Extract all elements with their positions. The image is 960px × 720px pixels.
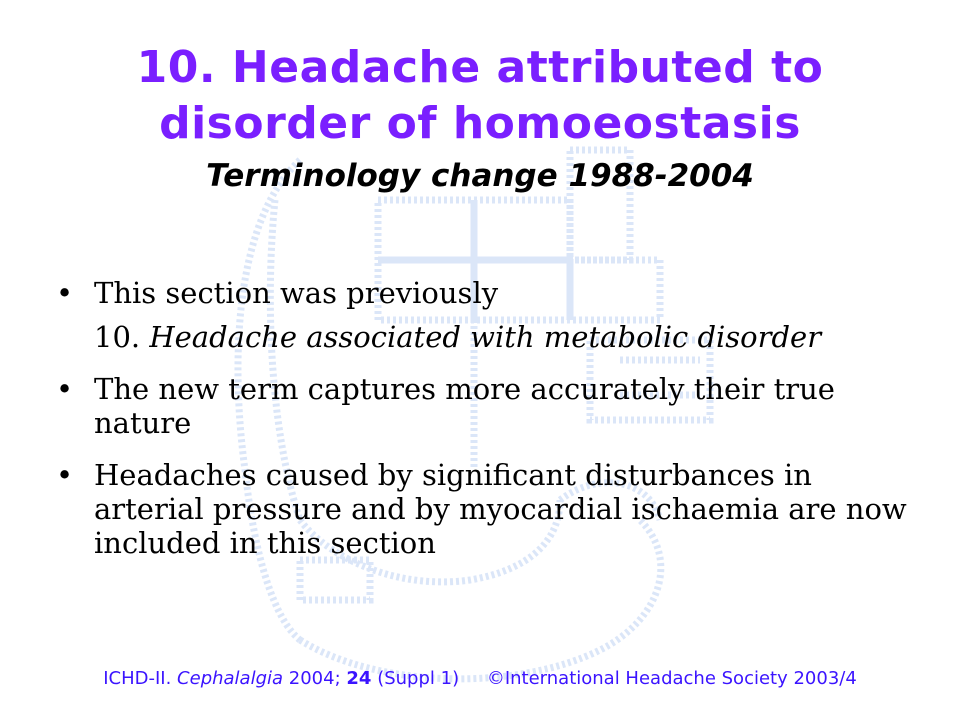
previous-title [94,320,916,354]
footer-prefix: ICHD-II. [103,668,172,689]
bullet-text: Headaches caused by significant disturbances in arterial pressure and by myocardial ischaemia are now included in this section [94,458,907,560]
bullet-text: This section was previously [94,276,499,310]
bullet-list [56,276,916,560]
bullet-item-previous-name [56,276,916,354]
bullet-dot: • [56,372,74,406]
footer-year: 2004; [288,668,341,689]
title-line-1: 10. Headache attributed to [136,42,824,93]
citation-footer [0,668,960,689]
title-line-2: disorder of homoeostasis [159,98,801,149]
copyright-icon: © [486,668,505,689]
bullet-item-new-term [56,372,916,440]
footer-suppl: (Suppl 1) [377,668,460,689]
title-block [0,40,960,198]
bullet-item-included-headaches [56,458,916,560]
subtitle: Terminology change 1988-2004 [206,158,754,194]
bullet-dot: • [56,458,74,492]
previous-title-text: Headache associated with metabolic disorder [149,320,822,354]
previous-title-number: 10. [94,320,141,354]
footer-copyright-text: International Headache Society 2003/4 [504,668,857,689]
bullet-text: The new term captures more accurately their true nature [94,372,835,440]
footer-volume: 24 [346,668,372,689]
footer-journal: Cephalalgia [177,668,284,689]
bullet-dot: • [56,276,74,310]
